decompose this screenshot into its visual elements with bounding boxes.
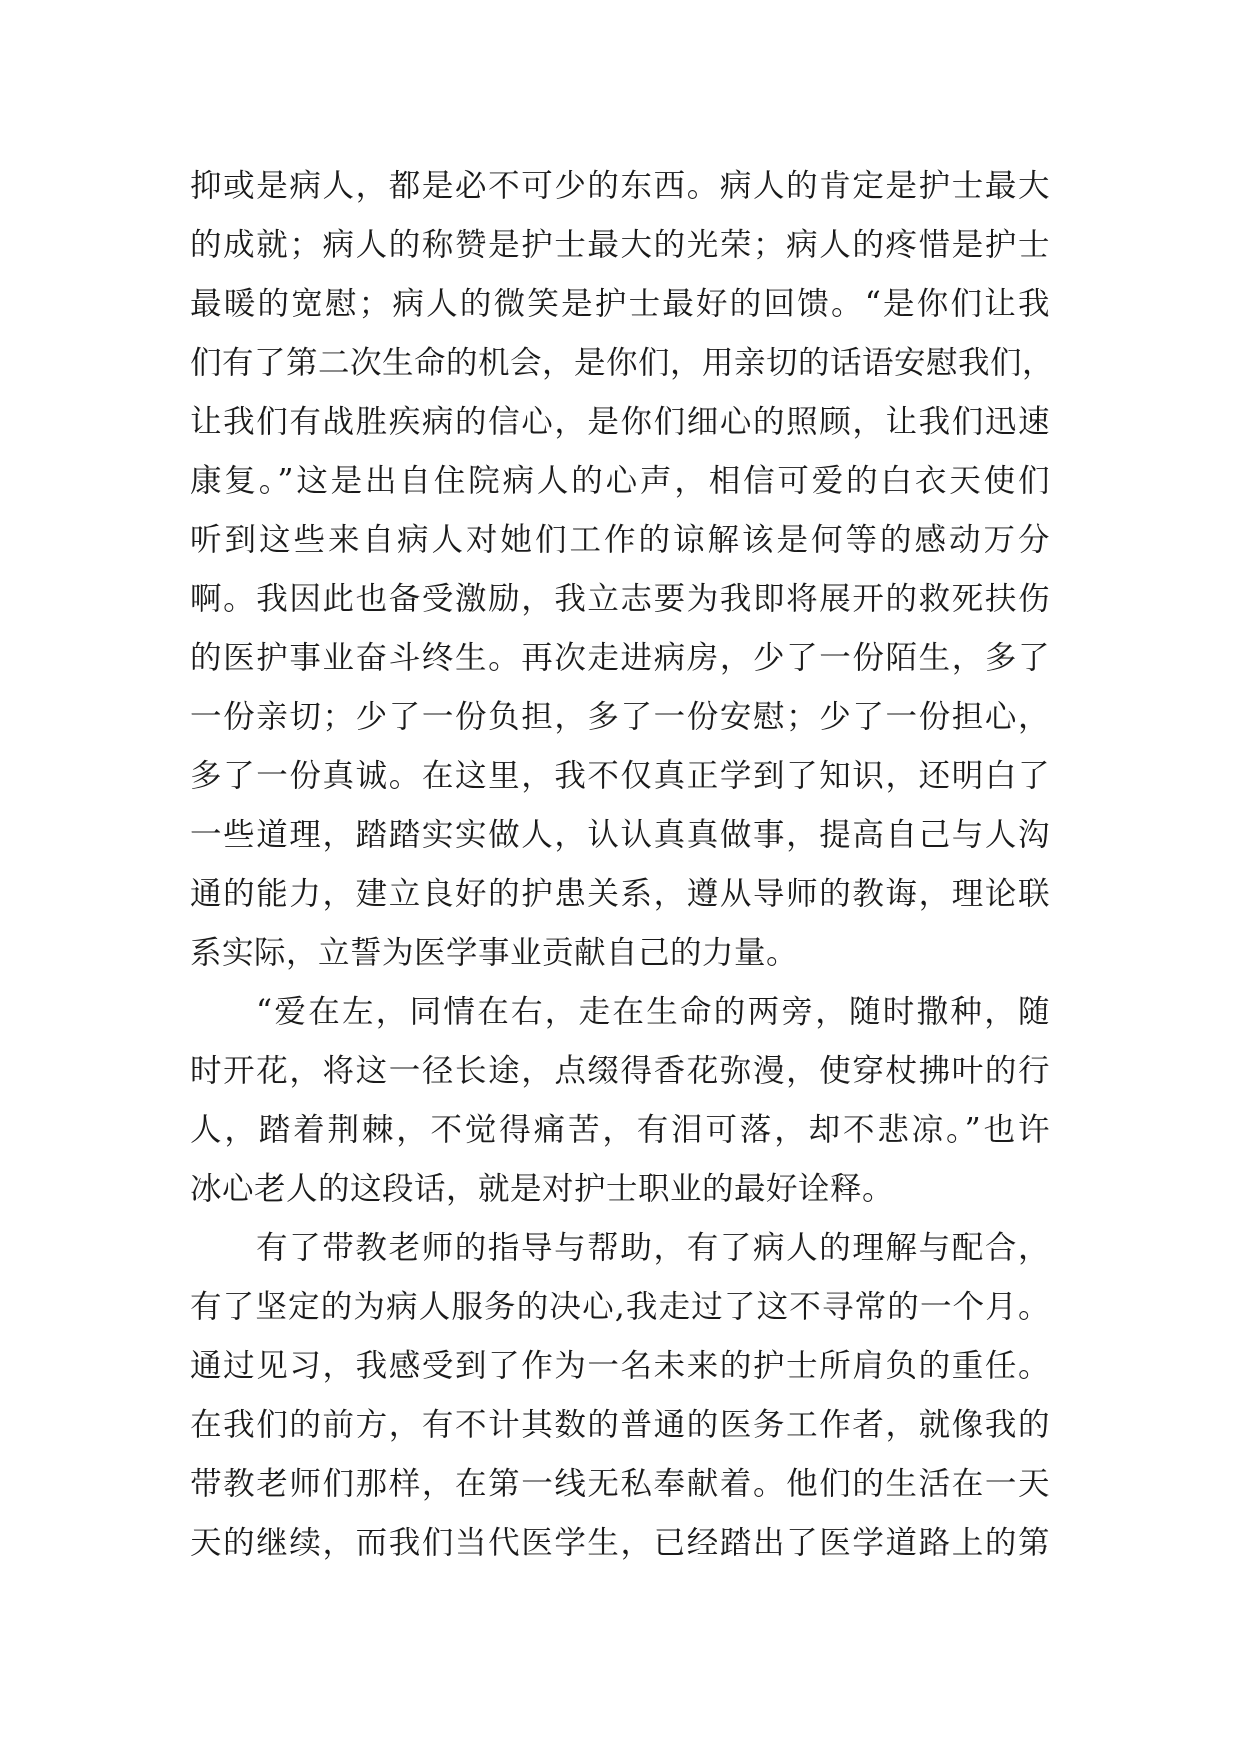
text-line: 的医护事业奋斗终生。再次走进病房，少了一份陌生，多了 bbox=[190, 640, 1050, 676]
text-line: 的成就；病人的称赞是护士最大的光荣；病人的疼惜是护士 bbox=[190, 227, 1050, 263]
document-body bbox=[190, 157, 1055, 1573]
text-line: 系实际，立誓为医学事业贡献自己的力量。 bbox=[190, 935, 799, 971]
text-line: 有了坚定的为病人服务的决心,我走过了这不寻常的一个月。 bbox=[190, 1289, 1050, 1325]
text-line: 让我们有战胜疾病的信心，是你们细心的照顾，让我们迅速 bbox=[190, 404, 1050, 440]
text-line: 时开花，将这一径长途，点缀得香花弥漫，使穿杖拂叶的行 bbox=[190, 1053, 1050, 1089]
text-line: 听到这些来自病人对她们工作的谅解该是何等的感动万分 bbox=[190, 522, 1050, 558]
text-line: 带教老师们那样，在第一线无私奉献着。他们的生活在一天 bbox=[190, 1466, 1050, 1502]
paragraph bbox=[190, 1219, 1050, 1573]
paragraph bbox=[190, 983, 1050, 1219]
text-line: 一份亲切；少了一份负担，多了一份安慰；少了一份担心， bbox=[190, 699, 1050, 735]
text-line: 天的继续，而我们当代医学生，已经踏出了医学道路上的第 bbox=[190, 1525, 1050, 1561]
text-line: 通过见习，我感受到了作为一名未来的护士所肩负的重任。 bbox=[190, 1348, 1050, 1384]
text-line: 冰心老人的这段话，就是对护士职业的最好诠释。 bbox=[190, 1171, 895, 1207]
text-line: 啊。我因此也备受激励，我立志要为我即将展开的救死扶伤 bbox=[190, 581, 1050, 617]
text-line: 有了带教老师的指导与帮助，有了病人的理解与配合， bbox=[256, 1230, 1050, 1266]
text-line: “爱在左，同情在右，走在生命的两旁，随时撒种，随 bbox=[256, 994, 1050, 1030]
text-line: 多了一份真诚。在这里，我不仅真正学到了知识，还明白了 bbox=[190, 758, 1050, 794]
paragraph bbox=[190, 157, 1055, 983]
text-line: 一些道理，踏踏实实做人，认认真真做事，提高自己与人沟 bbox=[190, 817, 1050, 853]
text-line: 人，踏着荆棘，不觉得痛苦，有泪可落，却不悲凉。”也许 bbox=[190, 1112, 1050, 1148]
text-line: 康复。”这是出自住院病人的心声，相信可爱的白衣天使们 bbox=[190, 463, 1050, 499]
text-line: 最暖的宽慰；病人的微笑是护士最好的回馈。“是你们让我 bbox=[190, 286, 1050, 322]
text-line: 通的能力，建立良好的护患关系，遵从导师的教诲，理论联 bbox=[190, 876, 1050, 912]
text-line: 们有了第二次生命的机会，是你们，用亲切的话语安慰我们， bbox=[190, 345, 1055, 381]
text-line: 抑或是病人，都是必不可少的东西。病人的肯定是护士最大 bbox=[190, 168, 1050, 204]
text-line: 在我们的前方，有不计其数的普通的医务工作者，就像我的 bbox=[190, 1407, 1050, 1443]
